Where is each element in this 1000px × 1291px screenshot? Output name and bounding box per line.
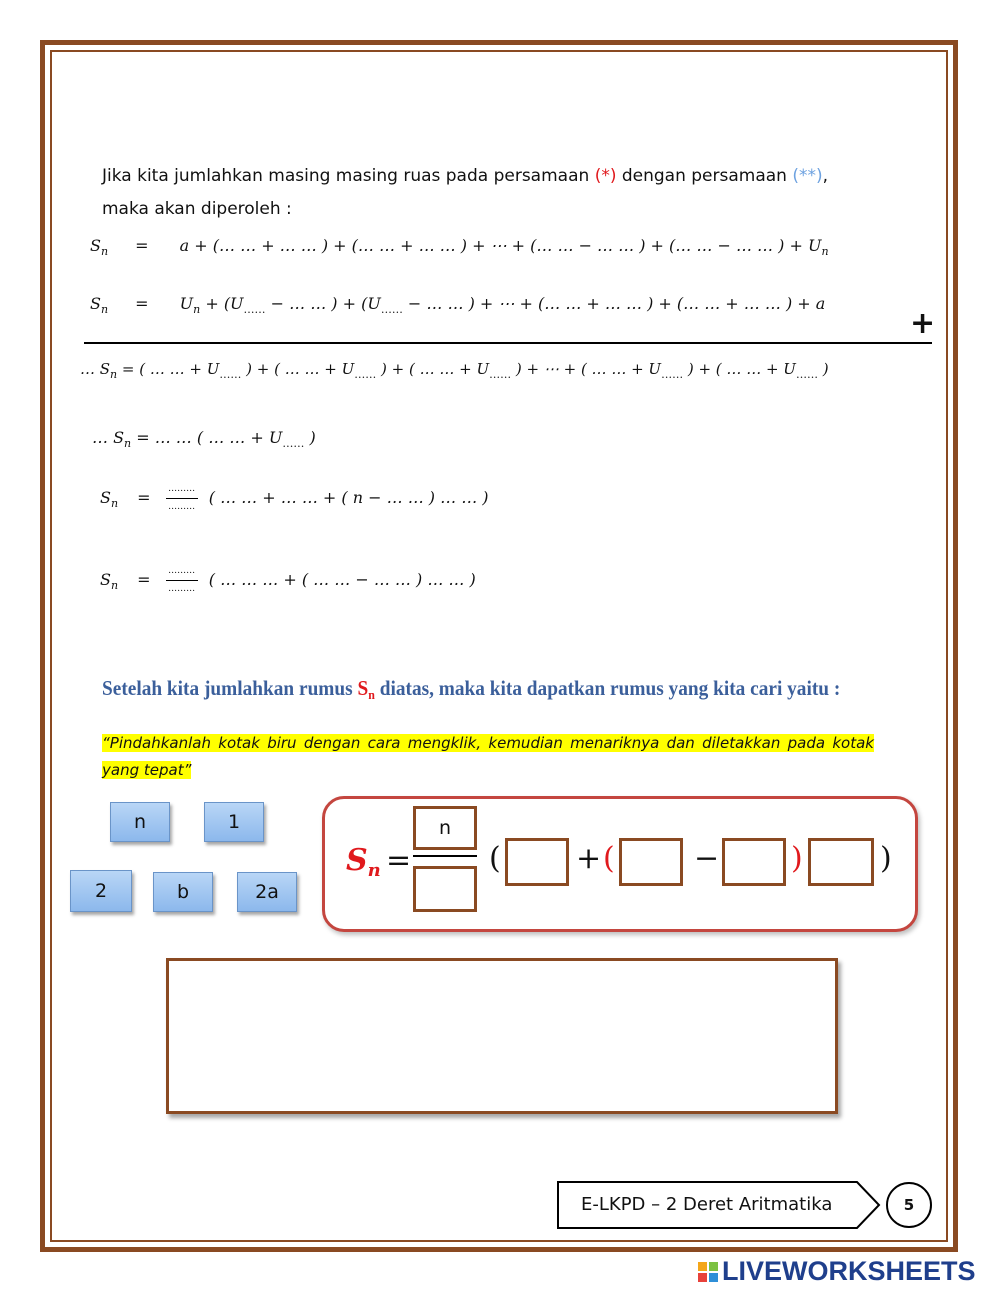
eq2-lhs-sub: n bbox=[100, 303, 109, 316]
formula-open-paren: ( bbox=[489, 841, 501, 876]
drag-tile-b[interactable]: b bbox=[153, 872, 213, 912]
equation-1 bbox=[90, 236, 829, 258]
eq5-rhs: ( … … + … … + ( n − … … ) … … ) bbox=[208, 488, 489, 507]
addition-sign: + bbox=[910, 306, 936, 341]
equation-2 bbox=[90, 294, 825, 316]
drop-slot-numerator[interactable]: n bbox=[413, 806, 477, 850]
eq6-fraction-bar bbox=[166, 580, 198, 581]
eq1-rhs: a + (… … + … … ) + (… … + … … ) + ⋯ + (… … − … … ) + (… … − … … ) + U bbox=[179, 236, 822, 255]
eq3-s5: …… bbox=[795, 368, 818, 381]
eq6-lhs: S bbox=[100, 570, 111, 589]
eq2-equals: = bbox=[135, 294, 149, 313]
eq5-equals: = bbox=[137, 488, 151, 507]
formula-sn bbox=[346, 843, 381, 886]
eq5-fraction-bar bbox=[166, 498, 198, 499]
eq3-sub: n bbox=[110, 368, 118, 381]
formula-close-paren-inner: ) bbox=[791, 841, 803, 876]
footer-title-tag bbox=[557, 1181, 881, 1229]
eq3-f: ) + ( … … + U bbox=[683, 360, 796, 378]
answer-box[interactable] bbox=[166, 958, 838, 1114]
eq2-rhs-a-sub: n bbox=[193, 303, 201, 316]
liveworksheets-watermark bbox=[698, 1256, 976, 1287]
eq1-lhs: S bbox=[90, 236, 101, 255]
eq6-numerator: ……… bbox=[168, 566, 196, 576]
liveworksheets-logo-icon bbox=[698, 1262, 718, 1282]
sum-divider-line bbox=[84, 342, 932, 344]
eq2-rhs-d: − … … ) + ⋯ + (… … + … … ) + (… … + … … ) + a bbox=[402, 294, 826, 313]
eq3-b: = ( … … + U bbox=[117, 360, 220, 378]
instruction-highlight: “Pindahkanlah kotak biru dengan cara mengklik, kemudian menariknya dan diletakkan pada kotak yang tepat” bbox=[102, 734, 874, 779]
heading-sn: S bbox=[357, 676, 369, 700]
section-heading bbox=[102, 676, 840, 703]
equation-5 bbox=[100, 484, 489, 513]
equation-4 bbox=[92, 428, 316, 450]
drop-slot-constant[interactable] bbox=[722, 838, 786, 886]
drop-slot-denominator[interactable] bbox=[413, 866, 477, 912]
eq4-s: …… bbox=[282, 437, 305, 450]
eq3-s4: …… bbox=[661, 368, 684, 381]
eq4-sub: n bbox=[124, 437, 132, 450]
liveworksheets-wordmark: LIVEWORKSHEETS bbox=[722, 1256, 976, 1286]
drag-tile-2a[interactable]: 2a bbox=[237, 872, 297, 912]
eq5-denominator: ……… bbox=[168, 502, 196, 512]
heading-text-a: Setelah kita jumlahkan rumus bbox=[102, 676, 358, 700]
formula-minus: − bbox=[694, 841, 720, 876]
ref-equation-double-star: (**) bbox=[792, 166, 823, 186]
equation-3 bbox=[80, 360, 829, 381]
page-number: 5 bbox=[886, 1182, 932, 1228]
eq1-rhs-sub: n bbox=[821, 245, 829, 258]
eq3-s3: …… bbox=[489, 368, 512, 381]
formula-open-paren-inner: ( bbox=[603, 841, 615, 876]
eq3-s2: …… bbox=[354, 368, 377, 381]
intro-line1-text: Jika kita jumlahkan masing masing ruas pada persamaan bbox=[102, 166, 595, 186]
drop-slot-difference[interactable] bbox=[808, 838, 874, 886]
heading-text-b: diatas, maka kita dapatkan rumus yang kita cari yaitu : bbox=[374, 676, 841, 700]
eq2-rhs-a: U bbox=[179, 294, 194, 313]
heading-sn-sub: n bbox=[368, 687, 375, 702]
drop-slot-n-term[interactable] bbox=[619, 838, 683, 886]
eq6-sub: n bbox=[110, 579, 119, 592]
eq6-rhs: ( … … … + ( … … − … … ) … … ) bbox=[208, 570, 476, 589]
eq6-equals: = bbox=[137, 570, 151, 589]
eq5-sub: n bbox=[110, 497, 119, 510]
intro-line2: maka akan diperoleh : bbox=[102, 199, 292, 219]
eq2-rhs-c: − … … ) + (U bbox=[265, 294, 381, 313]
intro-line1-end: , bbox=[822, 166, 829, 186]
drop-slot-first-term[interactable] bbox=[505, 838, 569, 886]
eq5-numerator: ……… bbox=[168, 484, 196, 494]
drag-tile-1[interactable]: 1 bbox=[204, 802, 264, 842]
eq1-equals: = bbox=[135, 236, 149, 255]
eq6-fraction bbox=[166, 566, 198, 595]
formula-close-paren: ) bbox=[880, 841, 892, 876]
eq3-e: ) + ⋯ + ( … … + U bbox=[511, 360, 662, 378]
formula-equals: = bbox=[386, 843, 412, 878]
formula-sn-s: S bbox=[346, 843, 368, 878]
formula-plus: + bbox=[576, 841, 602, 876]
eq3-s1: …… bbox=[219, 368, 242, 381]
eq4-b: = … … ( … … + U bbox=[131, 428, 283, 447]
eq4-c: ) bbox=[304, 428, 316, 447]
drag-tile-2[interactable]: 2 bbox=[70, 870, 132, 912]
formula-fraction-bar bbox=[413, 855, 477, 857]
eq5-lhs: S bbox=[100, 488, 111, 507]
intro-text bbox=[102, 160, 828, 226]
eq5-fraction bbox=[166, 484, 198, 513]
footer-title: E-LKPD – 2 Deret Aritmatika bbox=[581, 1194, 833, 1215]
eq2-rhs-c-sub: …… bbox=[380, 303, 403, 316]
eq4-a: … S bbox=[92, 428, 125, 447]
eq2-lhs: S bbox=[90, 294, 101, 313]
eq3-c: ) + ( … … + U bbox=[241, 360, 355, 378]
eq2-rhs-b: + (U bbox=[200, 294, 244, 313]
ref-equation-star: (*) bbox=[594, 166, 617, 186]
eq3-g: ) bbox=[817, 360, 829, 378]
drag-tile-n[interactable]: n bbox=[110, 802, 170, 842]
eq3-a: … S bbox=[80, 360, 111, 378]
eq1-lhs-sub: n bbox=[100, 245, 109, 258]
formula-sn-sub: n bbox=[367, 860, 381, 881]
intro-line1-mid: dengan persamaan bbox=[616, 166, 793, 186]
instruction-text bbox=[102, 730, 874, 784]
eq2-rhs-b-sub: …… bbox=[243, 303, 266, 316]
eq3-d: ) + ( … … + U bbox=[376, 360, 490, 378]
equation-6 bbox=[100, 566, 476, 595]
eq6-denominator: ……… bbox=[168, 584, 196, 594]
